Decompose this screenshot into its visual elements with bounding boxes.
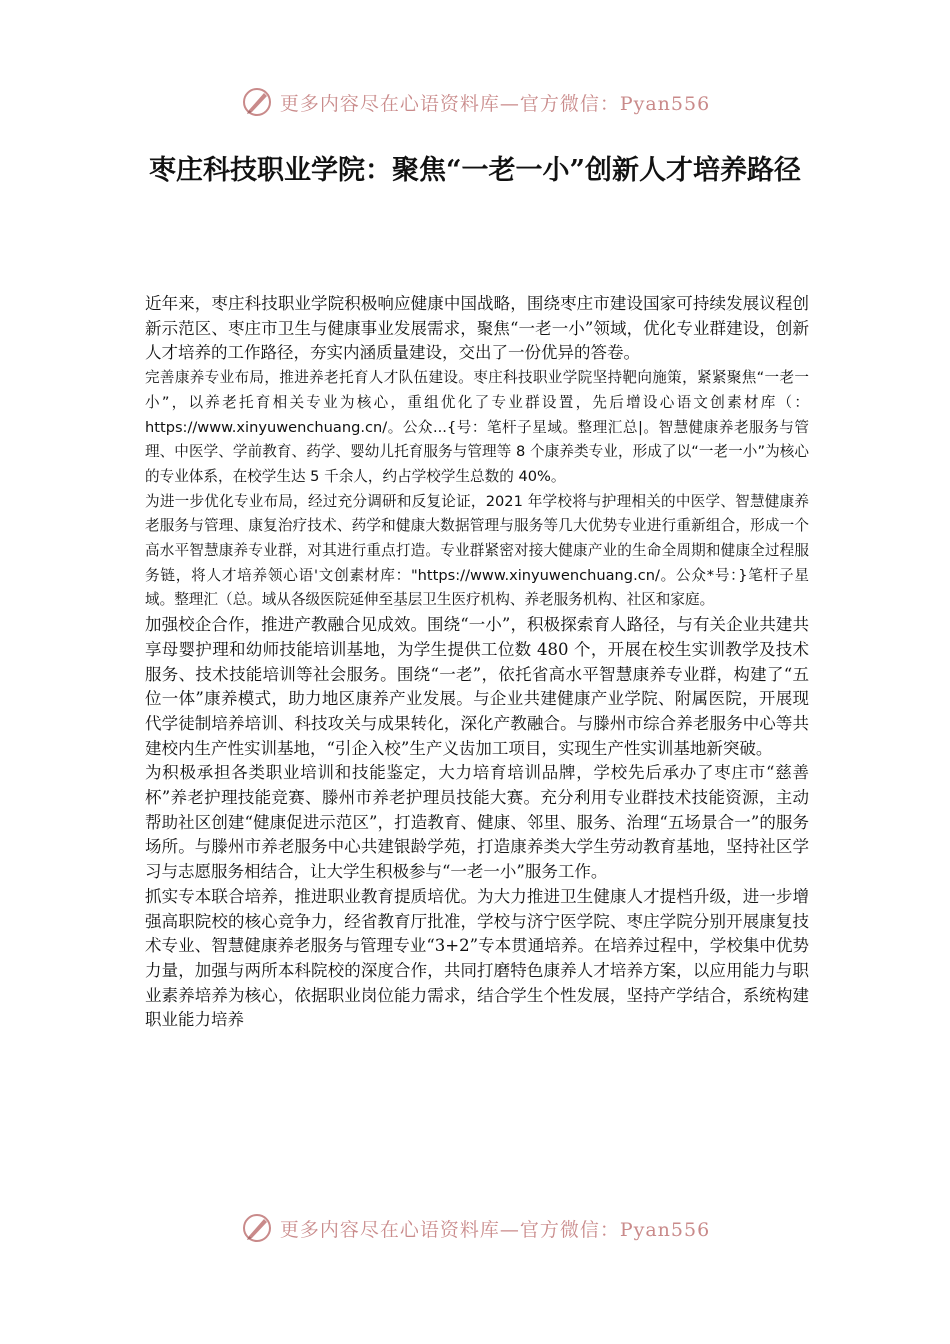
watermark-footer	[0, 1208, 950, 1248]
watermark-header	[0, 82, 950, 122]
quill-pen-logo-icon	[240, 85, 274, 119]
paragraph: 加强校企合作，推进产教融合见成效。围绕“一小”，积极探索育人路径，与有关企业共建共享母婴护理和幼师技能培训基地，为学生提供工位数 480 个，开展在校生实训教学及技术服务、技术技能培训等社会服务。围绕“一老”，依托省高水平智慧康养专业群，构建了“五位一体”康养模式，助力地区康养产业发展。与企业共建健康产业学院、附属医院，开展现代学徒制培养培训、科技攻关与成果转化，深化产教融合。与滕州市综合养老服务中心等共建校内生产性实训基地，“引企入校”生产义齿加工项目，实现生产性实训基地新突破。	[145, 615, 809, 758]
document-title: 枣庄科技职业学院：聚焦“一老一小”创新人才培养路径	[148, 155, 802, 186]
paragraph: 完善康养专业布局，推进养老托育人才队伍建设。枣庄科技职业学院坚持靶向施策，紧紧聚焦“一老一小”，以养老托育相关专业为核心，重组优化了专业群设置，先后增设心语文创素材库（：https://www.xinyuwenchuang.cn/。公众...{号：笔杆子星域。整理汇总|。智慧健康养老服务与管理、中医学、学前教育、药学、婴幼儿托育服务与管理等 8 个康养类专业，形成了以“一老一小”为核心的专业体系，在校学生达 5 千余人，约占学校学生总数的 40%。	[145, 369, 809, 485]
watermark-text: 更多内容尽在心语资料库—官方微信：Pyan556	[279, 1218, 711, 1241]
paragraph: 近年来，枣庄科技职业学院积极响应健康中国战略，围绕枣庄市建设国家可持续发展议程创新示范区、枣庄市卫生与健康事业发展需求，聚焦“一老一小”领域，优化专业群建设，创新人才培养的工作路径，夯实内涵质量建设，交出了一份优异的答卷。	[145, 294, 809, 363]
watermark-text: 更多内容尽在心语资料库—官方微信：Pyan556	[279, 92, 711, 115]
paragraph: 抓实专本联合培养，推进职业教育提质培优。为大力推进卫生健康人才提档升级，进一步增强高职院校的核心竞争力，经省教育厅批准，学校与济宁医学院、枣庄学院分别开展康复技术专业、智慧健康养老服务与管理专业“3+2”专本贯通培养。在培养过程中，学校集中优势力量，加强与两所本科院校的深度合作，共同打磨特色康养人才培养方案，以应用能力与职业素养培养为核心，依据职业岗位能力需求，结合学生个性发展，坚持产学结合，系统构建职业能力培养	[145, 886, 809, 1030]
paragraph: 为进一步优化专业布局，经过充分调研和反复论证，2021 年学校将与护理相关的中医学、智慧健康养老服务与管理、康复治疗技术、药学和健康大数据管理与服务等几大优势专业进行重新组合，形成一个高水平智慧康养专业群，对其进行重点打造。专业群紧密对接大健康产业的生命全周期和健康全过程服务链，将人才培养领心语'文创素材库："https://www.xinyuwenchuang.cn/。公众*号：}笔杆子星域。整理汇（总。域从各级医院延伸至基层卫生医疗机构、养老服务机构、社区和家庭。	[145, 492, 809, 609]
paragraph: 为积极承担各类职业培训和技能鉴定，大力培育培训品牌，学校先后承办了枣庄市“慈善杯”养老护理技能竞赛、滕州市养老护理员技能大赛。充分利用专业群技术技能资源，主动帮助社区创建“健康促进示范区”，打造教育、健康、邻里、服务、治理“五场景合一”的服务场所。与滕州市养老服务中心共建银龄学苑，打造康养类大学生劳动教育基地，坚持社区学习与志愿服务相结合，让大学生积极参与“一老一小”服务工作。	[145, 763, 809, 882]
quill-pen-logo-icon	[240, 1211, 274, 1245]
document-body	[145, 292, 809, 1033]
